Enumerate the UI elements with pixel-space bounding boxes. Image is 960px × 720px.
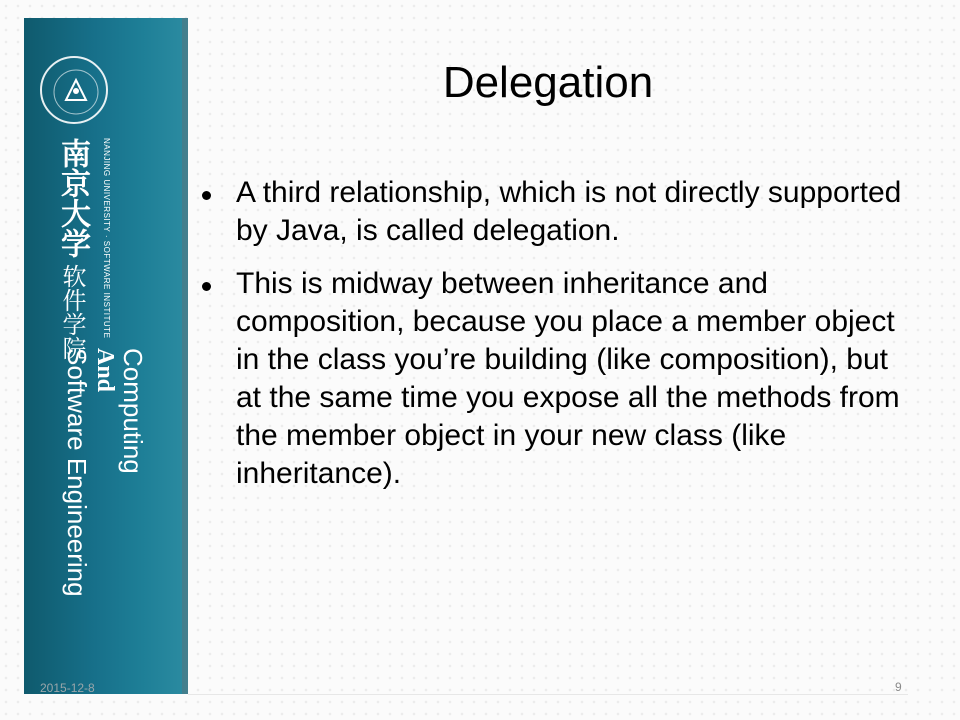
bullet-icon xyxy=(202,191,211,200)
university-logo xyxy=(50,138,94,360)
sidebar-banner xyxy=(24,18,188,694)
bullet-item xyxy=(196,265,916,493)
computing-text: Computing xyxy=(118,348,148,474)
institute-en-text: NANJING UNIVERSITY · SOFTWARE INSTITUTE xyxy=(102,138,111,339)
bullet-text: This is midway between inheritance and composition, because you place a member object in the class you’re building (like composition), but at the same time you expose all the methods from the member object in your new class (like inheritance). xyxy=(236,267,900,490)
bullet-list xyxy=(196,174,916,508)
bullet-icon xyxy=(202,282,211,291)
institute-cn-text: 软件学院 xyxy=(58,264,86,360)
and-text: And xyxy=(92,348,118,393)
software-engineering-text: Software Engineering xyxy=(62,348,92,597)
logo-text: 南京大学 xyxy=(55,138,90,258)
seal-ring-icon xyxy=(42,58,110,126)
university-seal-icon xyxy=(40,56,108,124)
bullet-item xyxy=(196,174,916,250)
slide-number: 9 xyxy=(895,680,902,694)
footer-divider xyxy=(188,694,908,695)
sidebar-vertical-text xyxy=(62,348,148,688)
footer-date: 2015-12-8 xyxy=(40,681,95,695)
slide-title: Delegation xyxy=(442,58,654,107)
bullet-text: A third relationship, which is not directly supported by Java, is called delegation. xyxy=(236,176,902,247)
